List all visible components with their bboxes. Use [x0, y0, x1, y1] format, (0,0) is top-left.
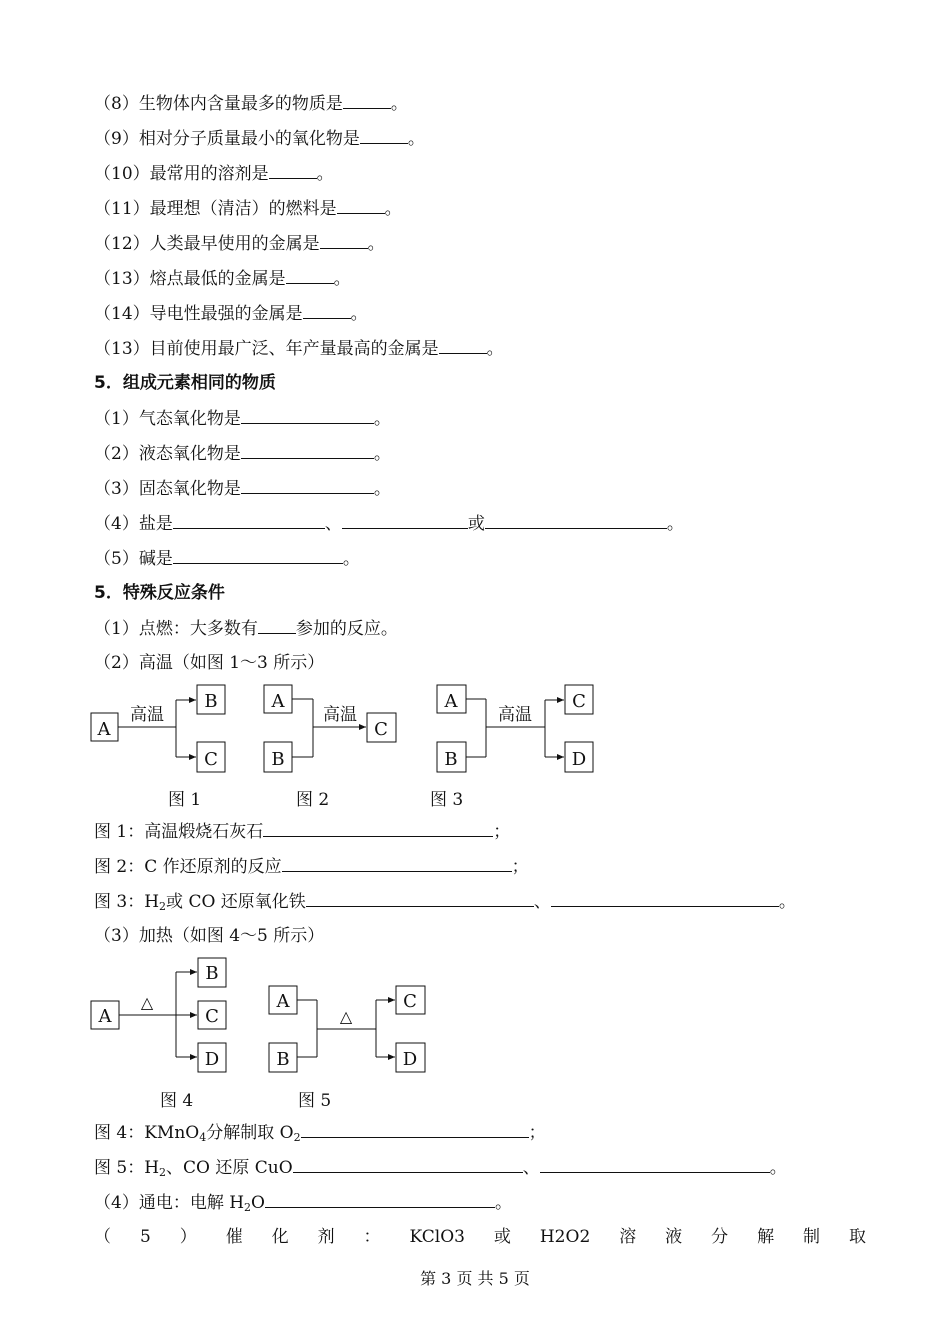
answer-blank[interactable]	[306, 890, 534, 907]
fig2-high-temp: 高温	[323, 705, 357, 725]
answer-blank[interactable]	[241, 442, 374, 459]
caption-fig4: 图 4	[160, 1091, 194, 1111]
liquid-oxide-line: （2）液态氧化物是 。	[94, 444, 391, 464]
item-14: （14）导电性最强的金属是 。	[94, 304, 368, 324]
answer-blank[interactable]	[485, 512, 667, 529]
base-line: （5）碱是 。	[94, 549, 360, 569]
caption-fig1: 图 1	[168, 790, 202, 810]
answer-blank[interactable]	[265, 1191, 495, 1208]
fig4-heat: △	[140, 993, 154, 1012]
fig4-label-d: D	[204, 1049, 220, 1070]
section-title-same-elements: 5．组成元素相同的物质	[94, 373, 276, 393]
answer-blank[interactable]	[173, 512, 325, 529]
answer-blank[interactable]	[258, 617, 296, 634]
heat-heading: （3）加热（如图 4～5 所示）	[94, 926, 325, 946]
section-title-conditions: 5．特殊反应条件	[94, 583, 225, 603]
gas-oxide-line: （1）气态氧化物是 。	[94, 409, 391, 429]
answer-blank[interactable]	[241, 477, 374, 494]
ignite-line: （1）点燃：大多数有 参加的反应。	[94, 619, 398, 639]
caption-fig3: 图 3	[430, 790, 464, 810]
fig5-label-d: D	[402, 1049, 418, 1070]
answer-blank[interactable]	[439, 337, 487, 354]
fig2-line: 图 2：C 作还原剂的反应 ；	[94, 857, 529, 877]
fig4-label-c: C	[205, 1006, 219, 1027]
answer-blank[interactable]	[263, 820, 493, 837]
answer-blank[interactable]	[241, 407, 374, 424]
item-13: （13）熔点最低的金属是 。	[94, 269, 351, 289]
answer-blank[interactable]	[320, 232, 368, 249]
item-10: （10）最常用的溶剂是 。	[94, 164, 334, 184]
answer-blank[interactable]	[343, 92, 391, 109]
fig5-heat: △	[339, 1007, 353, 1026]
item-9: （9）相对分子质量最小的氧化物是 。	[94, 129, 425, 149]
fig2-label-b: B	[271, 749, 285, 770]
fig3-line: 图 3：$H_2$或 CO 还原氧化铁 、 。	[94, 892, 796, 913]
answer-blank[interactable]	[551, 890, 779, 907]
fig3-high-temp: 高温	[498, 705, 532, 725]
fig5-line: 图 5：$H_2$、CO 还原 CuO 、 。	[94, 1158, 787, 1179]
catalyst-line: （ 5 ） 催 化 剂 ： KClO3 或 H2O2 溶 液 分 解 制 取	[94, 1227, 866, 1247]
fig2-label-c: C	[374, 719, 388, 740]
caption-fig2: 图 2	[296, 790, 330, 810]
answer-blank[interactable]	[301, 1121, 529, 1138]
item-13b: （13）目前使用最广泛、年产量最高的金属是 。	[94, 339, 504, 359]
fig1-high-temp: 高温	[130, 705, 164, 725]
answer-blank[interactable]	[286, 267, 334, 284]
fig3-label-a: A	[444, 691, 458, 712]
answer-blank[interactable]	[342, 512, 468, 529]
fig1-line: 图 1：高温煅烧石灰石 ；	[94, 822, 511, 842]
answer-blank[interactable]	[337, 197, 385, 214]
fig1-label-b: B	[204, 691, 218, 712]
fig2-label-a: A	[271, 691, 285, 712]
fig1-label-c: C	[204, 749, 218, 770]
item-8: （8）生物体内含量最多的物质是 。	[94, 94, 408, 114]
answer-blank[interactable]	[282, 855, 512, 872]
fig3-label-c: C	[572, 691, 586, 712]
item-12: （12）人类最早使用的金属是 。	[94, 234, 385, 254]
answer-blank[interactable]	[293, 1156, 523, 1173]
high-temp-heading: （2）高温（如图 1～3 所示）	[94, 653, 325, 673]
answer-blank[interactable]	[360, 127, 408, 144]
answer-blank[interactable]	[173, 547, 343, 564]
answer-blank[interactable]	[269, 162, 317, 179]
fig3-label-d: D	[571, 749, 587, 770]
answer-blank[interactable]	[540, 1156, 770, 1173]
fig4-label-a: A	[98, 1006, 112, 1027]
fig3-label-b: B	[444, 749, 458, 770]
fig4-line: 图 4：KMnO$_4$分解制取 $O_2$ ；	[94, 1123, 546, 1144]
fig1-label-a: A	[97, 719, 111, 740]
fig5-label-b: B	[276, 1049, 290, 1070]
fig5-label-c: C	[403, 991, 417, 1012]
answer-blank[interactable]	[303, 302, 351, 319]
fig5-label-a: A	[276, 991, 290, 1012]
caption-fig5: 图 5	[298, 1091, 332, 1111]
fig4-label-b: B	[205, 963, 219, 984]
solid-oxide-line: （3）固态氧化物是 。	[94, 479, 391, 499]
salt-line: （4）盐是 、 或 。	[94, 514, 684, 534]
electrolysis-line: （4）通电：电解 $H_2O$ 。	[94, 1193, 512, 1214]
diagrams-high-temp	[88, 680, 608, 780]
item-11: （11）最理想（清洁）的燃料是 。	[94, 199, 402, 219]
page-footer: 第 3 页 共 5 页	[420, 1269, 530, 1288]
diagrams-heat	[88, 954, 448, 1078]
